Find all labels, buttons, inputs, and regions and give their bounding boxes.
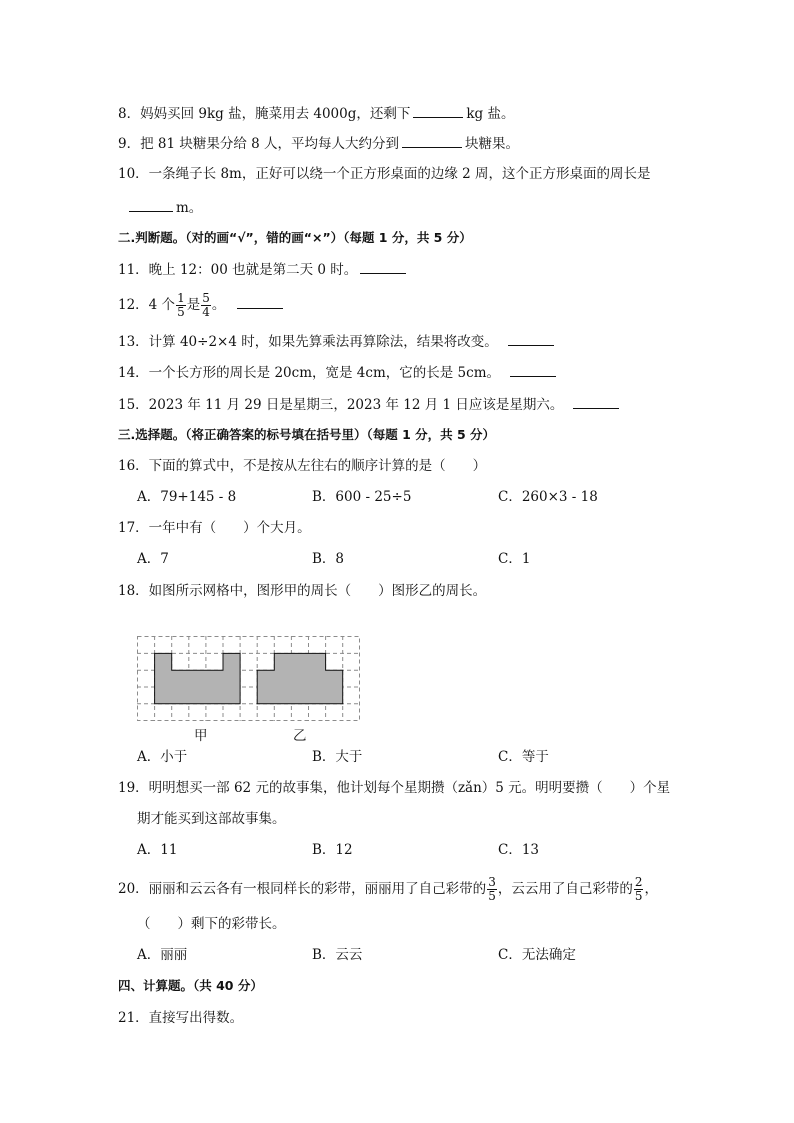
- shape-jia: [155, 653, 241, 703]
- q20-text-a: 20．丽丽和云云各有一根同样长的彩带，丽丽用了自己彩带的: [118, 881, 487, 897]
- q20-text-b: ，云云用了自己彩带的: [497, 881, 633, 897]
- question-12: [118, 292, 286, 319]
- q13-text: 13．计算 40÷2×4 时，如果先算乘法再算除法，结果将改变。: [118, 334, 498, 350]
- question-19-line2: 期才能买到这部故事集。: [137, 811, 286, 827]
- q16-option-b[interactable]: B．600 - 25÷5: [312, 489, 412, 505]
- question-17: 17．一年中有（ ）个大月。: [118, 520, 311, 536]
- grid-svg: [137, 636, 362, 722]
- section-4-heading: 四、计算题。（共 40 分）: [118, 978, 263, 993]
- q18-caption-jia: 甲: [194, 728, 208, 744]
- q9-suffix: 块糖果。: [465, 136, 520, 152]
- q19-option-c[interactable]: C．13: [498, 842, 540, 858]
- q20-fraction-2: [634, 876, 644, 903]
- q12-fraction-2: [201, 292, 211, 319]
- q12-frac1-denominator: 5: [177, 305, 185, 319]
- q20-option-b[interactable]: B．云云: [312, 947, 363, 963]
- q12-fraction-1: [176, 292, 186, 319]
- q9-answer-blank[interactable]: [402, 133, 462, 148]
- q8-text: 8．妈妈买回 9kg 盐，腌菜用去 4000g，还剩下: [118, 106, 411, 122]
- q17-option-a[interactable]: A．7: [137, 551, 169, 567]
- question-20-line1: [118, 876, 658, 903]
- q13-answer-blank[interactable]: [508, 331, 554, 346]
- section-3-heading: 三.选择题。（将正确答案的标号填在括号里）（每题 1 分，共 5 分）: [118, 427, 496, 442]
- question-14: [118, 362, 559, 383]
- q15-text: 15．2023 年 11 月 29 日是星期三，2023 年 12 月 1 日应该是星期六。: [118, 397, 564, 413]
- q18-grid-figure: [137, 636, 362, 726]
- q8-answer-blank[interactable]: [413, 103, 463, 118]
- q19-option-a[interactable]: A．11: [137, 842, 178, 858]
- q18-caption-yi: 乙: [293, 728, 307, 744]
- q16-option-a[interactable]: A．79+145 - 8: [137, 489, 237, 505]
- question-13: [118, 331, 557, 352]
- q12-frac2-numerator: 5: [202, 291, 210, 305]
- q18-option-c[interactable]: C．等于: [498, 749, 549, 765]
- q10-suffix: m。: [176, 200, 203, 216]
- q20-frac2-denominator: 5: [634, 889, 643, 903]
- q17-option-b[interactable]: B．8: [312, 551, 345, 567]
- q20-fraction-1: [487, 876, 497, 903]
- q12-middle: 是: [186, 297, 201, 313]
- question-10: [118, 164, 651, 184]
- q14-text: 14．一个长方形的周长是 20cm，宽是 4cm，它的长是 5cm。: [118, 365, 500, 381]
- q10-text: 10．一条绳子长 8m，正好可以绕一个正方形桌面的边缘 2 周，这个正方形桌面的周长是: [118, 166, 651, 182]
- q12-frac1-numerator: 1: [177, 291, 185, 305]
- q20-frac2-numerator: 2: [634, 875, 643, 889]
- question-9: [118, 133, 519, 154]
- q20-frac1-numerator: 3: [488, 875, 496, 889]
- question-10-cont: [126, 197, 202, 218]
- question-16: 16．下面的算式中，不是按从左往右的顺序计算的是（ ）: [118, 458, 487, 474]
- q19-option-b[interactable]: B．12: [312, 842, 353, 858]
- q12-frac2-denominator: 4: [202, 305, 210, 319]
- question-18: 18．如图所示网格中，图形甲的周长（ ）图形乙的周长。: [118, 583, 487, 599]
- q8-suffix: kg 盐。: [466, 106, 515, 122]
- question-19-line1: 19．明明想买一部 62 元的故事集，他计划每个星期攒（zǎn）5 元。明明要攒（ ）个星: [118, 780, 671, 796]
- q18-option-a[interactable]: A．小于: [137, 749, 188, 765]
- q11-text: 11．晚上 12：00 也就是第二天 0 时。: [118, 262, 358, 278]
- question-15: [118, 394, 622, 415]
- q20-text-c: ，: [644, 881, 658, 897]
- q15-answer-blank[interactable]: [573, 394, 619, 409]
- q20-option-c[interactable]: C．无法确定: [498, 947, 576, 963]
- q10-answer-blank[interactable]: [129, 197, 173, 212]
- q14-answer-blank[interactable]: [510, 362, 556, 377]
- question-8: [118, 103, 515, 124]
- q12-suffix: 。: [211, 297, 226, 313]
- q16-option-c[interactable]: C．260×3 - 18: [498, 489, 598, 505]
- q17-option-c[interactable]: C．1: [498, 551, 531, 567]
- question-20-line2: （ ）剩下的彩带长。: [137, 916, 286, 932]
- q9-text: 9．把 81 块糖果分给 8 人，平均每人大约分到: [118, 136, 400, 152]
- q20-option-a[interactable]: A．丽丽: [137, 947, 188, 963]
- q11-answer-blank[interactable]: [360, 259, 406, 274]
- q18-option-b[interactable]: B．大于: [312, 749, 363, 765]
- q12-prefix: 12．4 个: [118, 297, 176, 313]
- shape-yi: [257, 653, 343, 703]
- q20-frac1-denominator: 5: [488, 889, 496, 903]
- q12-answer-blank[interactable]: [237, 294, 283, 309]
- question-11: [118, 259, 409, 280]
- section-2-heading: 二.判断题。（对的画“√”，错的画“×”）（每题 1 分，共 5 分）: [118, 230, 472, 245]
- question-21: 21．直接写出得数。: [118, 1010, 244, 1026]
